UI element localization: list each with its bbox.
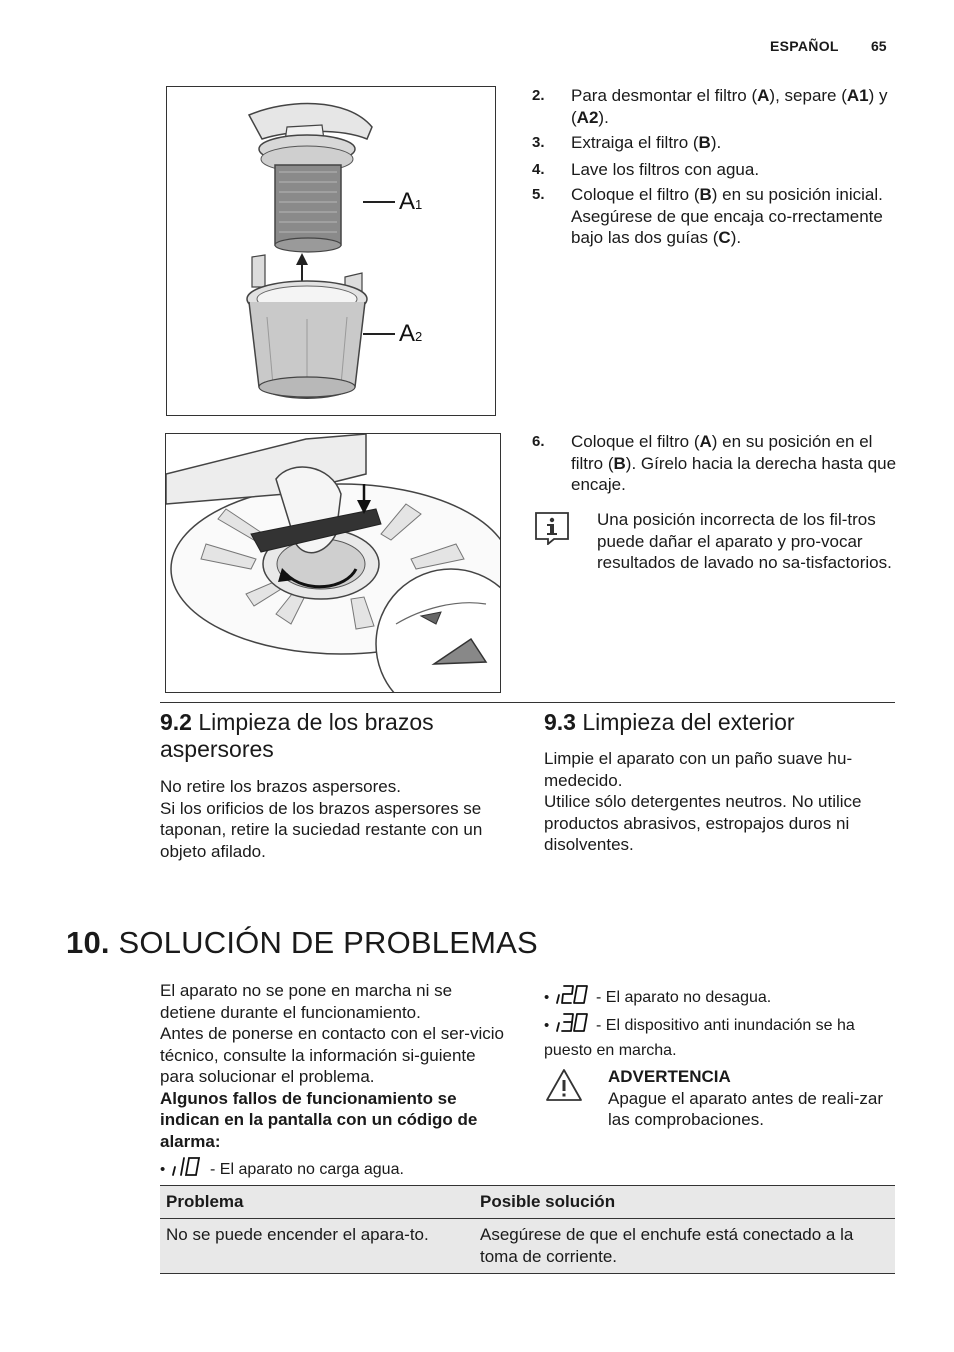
step-text: Coloque el filtro (B) en su posición inicial. Asegúrese de que encaja co-rrectamente bajo las dos guías (C). <box>571 185 883 247</box>
step-text: Para desmontar el filtro (A), separe (A1) y (A2). <box>571 86 888 127</box>
filter-assembly-figure <box>166 86 496 416</box>
section-9-3-heading: 9.3 Limpieza del exterior <box>544 709 795 735</box>
table-header-row <box>160 1186 895 1219</box>
step-text: Coloque el filtro (A) en su posición en el filtro (B). Gírelo hacia la derecha hasta que encaje. <box>571 432 897 494</box>
step-number: 4. <box>532 161 545 178</box>
label-a2: A <box>399 320 416 347</box>
section-9-2-body: No retire los brazos aspersores. Si los orificios de los brazos aspersores se taponan, retire la suciedad restante con un objeto afilado. <box>160 777 483 861</box>
bullet: • <box>544 1017 550 1034</box>
alarm-item-i20: • - El aparato no desagua. <box>544 983 894 1011</box>
problem-solution-table <box>160 1185 895 1274</box>
warning-icon <box>544 1067 584 1108</box>
table-header-solution: Posible solución <box>474 1186 895 1219</box>
bullet: • <box>160 1161 166 1178</box>
table-row <box>160 1219 895 1274</box>
label-a1: A <box>399 188 416 215</box>
section-9-2-heading: 9.2 Limpieza de los brazos aspersores <box>160 709 434 762</box>
section-9-3-body: Limpie el aparato con un paño suave hu-medecido. Utilice sólo detergentes neutros. No utilice productos abrasivos, estropajos duros ni disolventes. <box>544 749 862 854</box>
step-number: 2. <box>532 87 545 104</box>
filter-assembly-illustration <box>167 87 495 415</box>
alarm-code-i30-icon <box>554 1011 592 1039</box>
label-a2-sub: 2 <box>415 329 423 344</box>
warning-block <box>608 1066 893 1131</box>
svg-text:A1 <box>399 188 422 215</box>
step-text: Extraiga el filtro (B). <box>571 133 722 152</box>
filter-insertion-illustration <box>166 434 500 692</box>
section-divider <box>160 702 895 703</box>
table-header-problem: Problema <box>160 1186 474 1219</box>
filter-insertion-figure <box>165 433 501 693</box>
section-10-heading: 10. SOLUCIÓN DE PROBLEMAS <box>66 925 538 960</box>
svg-text:A2 <box>399 320 422 347</box>
alarm-item-i30: • - El dispositivo anti inundación se ha puesto en marcha. <box>544 1011 894 1061</box>
alarm-item-i10: • - El aparato no carga agua. <box>160 1155 510 1183</box>
step-number: 3. <box>532 134 545 151</box>
info-note-text: Una posición incorrecta de los fil-tros puede dañar el aparato y pro-vocar resultados de lavado no sa-tisfactorios. <box>597 510 892 572</box>
step-number: 6. <box>532 433 545 450</box>
table-cell-solution: Asegúrese de que el enchufe está conectado a la toma de corriente. <box>474 1219 895 1274</box>
header-language: ESPAÑOL <box>770 38 839 54</box>
warning-text: Apague el aparato antes de reali-zar las comprobaciones. <box>608 1088 884 1129</box>
warning-title: ADVERTENCIA <box>608 1067 731 1086</box>
label-a1-sub: 1 <box>415 197 423 212</box>
step-text: Lave los filtros con agua. <box>571 160 760 179</box>
step-number: 5. <box>532 186 545 203</box>
info-icon <box>534 511 570 550</box>
alarm-code-i10-icon <box>170 1155 206 1183</box>
section-10-intro: El aparato no se pone en marcha ni se detiene durante el funcionamiento. Antes de ponerse en contacto con el ser-vicio técnico, consulte la información si-guiente para solucionar el problema. Algunos fallos de funcionamiento se indican en la pantalla con un código de alarma: <box>160 981 504 1151</box>
alarm-code-i20-icon <box>554 983 592 1011</box>
page-number: 65 <box>871 38 887 54</box>
bullet: • <box>544 989 550 1006</box>
table-cell-problem: No se puede encender el apara-to. <box>160 1219 474 1274</box>
